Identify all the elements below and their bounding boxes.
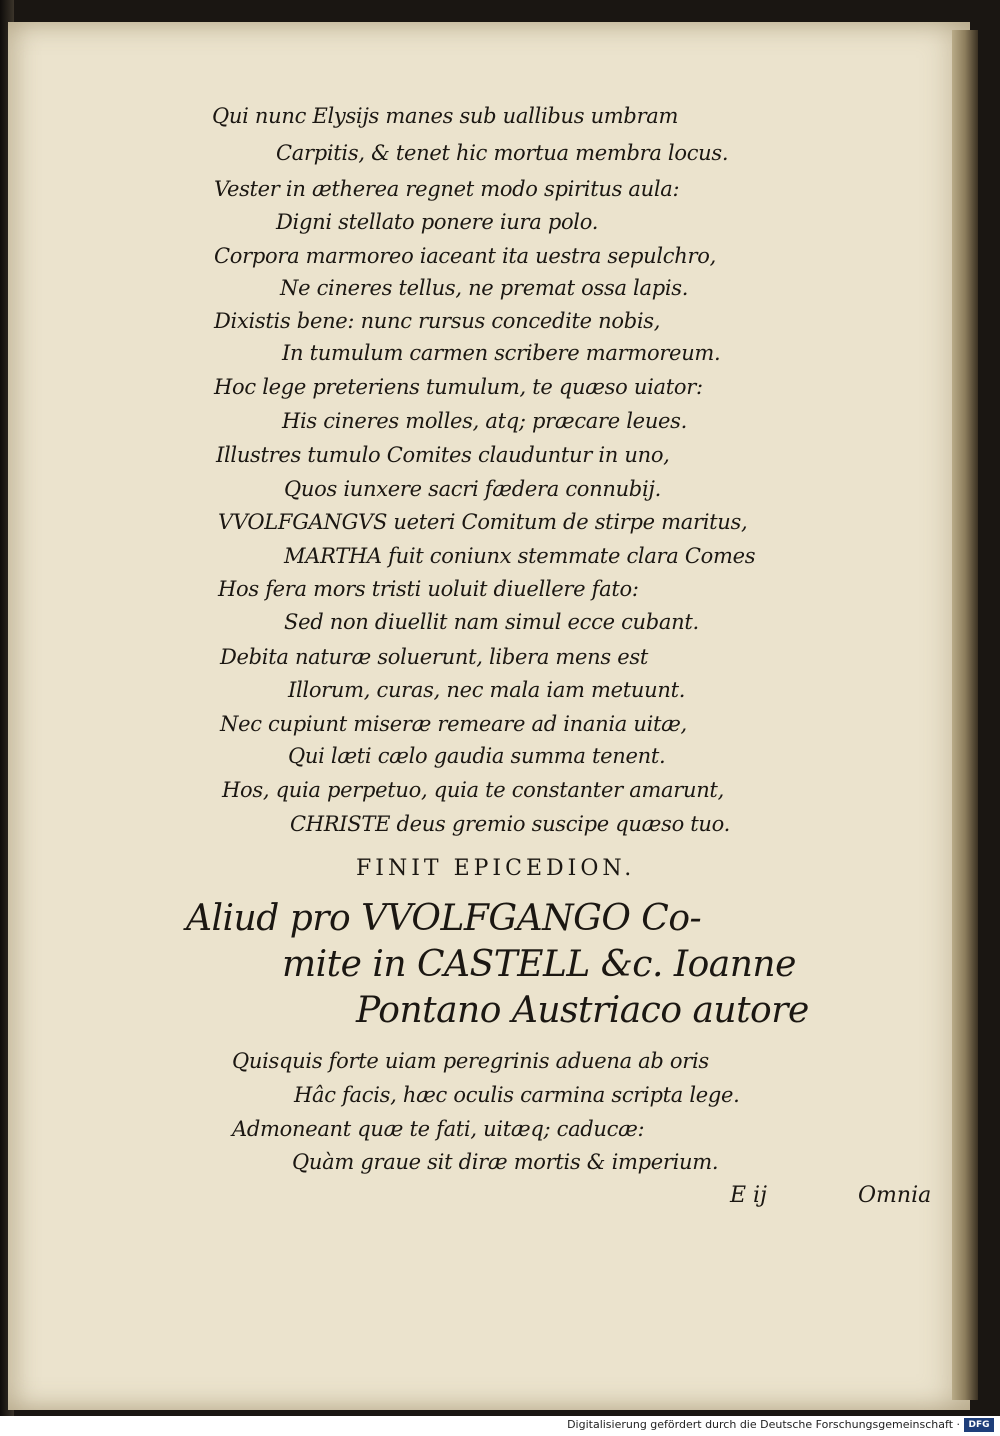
- poem-line: Vester in ætherea regnet modo spiritus aula:: [214, 177, 680, 201]
- poem-line: MARTHA fuit coniunx stemmate clara Comes: [284, 544, 756, 568]
- dfg-logo: DFG: [964, 1418, 994, 1432]
- poem-line: Qui nunc Elysijs manes sub uallibus umbram: [212, 104, 679, 128]
- poem2-line: Quàm graue sit diræ mortis & imperium.: [292, 1150, 719, 1174]
- poem-line: Nec cupiunt miseræ remeare ad inania uitæ,: [220, 712, 687, 736]
- poem-line: Hos fera mors tristi uoluit diuellere fato:: [218, 577, 639, 601]
- finit-epicedion: FINIT EPICEDION.: [356, 856, 636, 881]
- poem-line: Sed non diuellit nam simul ecce cubant.: [284, 610, 699, 634]
- section-heading-line: Pontano Austriaco autore: [356, 990, 809, 1031]
- signature-mark: E ij: [730, 1183, 767, 1208]
- poem-line: Ne cineres tellus, ne premat ossa lapis.: [280, 276, 689, 300]
- poem2-line: Quisquis forte uiam peregrinis aduena ab oris: [232, 1049, 709, 1073]
- poem2-line: Hâc facis, hæc oculis carmina scripta lege.: [294, 1083, 740, 1107]
- poem2-line: Admoneant quæ te fati, uitæq; caducæ:: [232, 1117, 645, 1141]
- poem-line: Illorum, curas, nec mala iam metuunt.: [288, 678, 686, 702]
- catchword: Omnia: [858, 1183, 932, 1208]
- section-heading-line: mite in CASTELL &c. Ioanne: [282, 944, 796, 985]
- page-edge: [952, 30, 978, 1400]
- poem-line: VVOLFGANGVS ueteri Comitum de stirpe maritus,: [218, 510, 748, 534]
- section-heading-line: Aliud pro VVOLFGANGO Co-: [186, 898, 702, 939]
- poem-line: In tumulum carmen scribere marmoreum.: [282, 341, 721, 365]
- poem-line: Carpitis, & tenet hic mortua membra locus.: [276, 141, 729, 165]
- poem-line: Dixistis bene: nunc rursus concedite nobis,: [214, 309, 661, 333]
- poem-line: Illustres tumulo Comites clauduntur in uno,: [216, 443, 670, 467]
- poem-line: Corpora marmoreo iaceant ita uestra sepulchro,: [214, 244, 716, 268]
- poem-line: Hoc lege preteriens tumulum, te quæso uiator:: [214, 375, 703, 399]
- poem-line: Digni stellato ponere iura polo.: [276, 210, 599, 234]
- poem-line: Quos iunxere sacri fædera connubij.: [284, 477, 661, 501]
- poem-line: CHRISTE deus gremio suscipe quæso tuo.: [290, 812, 731, 836]
- funding-credit: Digitalisierung gefördert durch die Deutsche Forschungsgemeinschaft ·: [567, 1418, 960, 1431]
- poem-line: His cineres molles, atq; præcare leues.: [282, 409, 688, 433]
- poem-line: Debita naturæ soluerunt, libera mens est: [220, 645, 648, 669]
- poem-line: Qui læti cælo gaudia summa tenent.: [288, 744, 666, 768]
- poem-line: Hos, quia perpetuo, quia te constanter amarunt,: [222, 778, 724, 802]
